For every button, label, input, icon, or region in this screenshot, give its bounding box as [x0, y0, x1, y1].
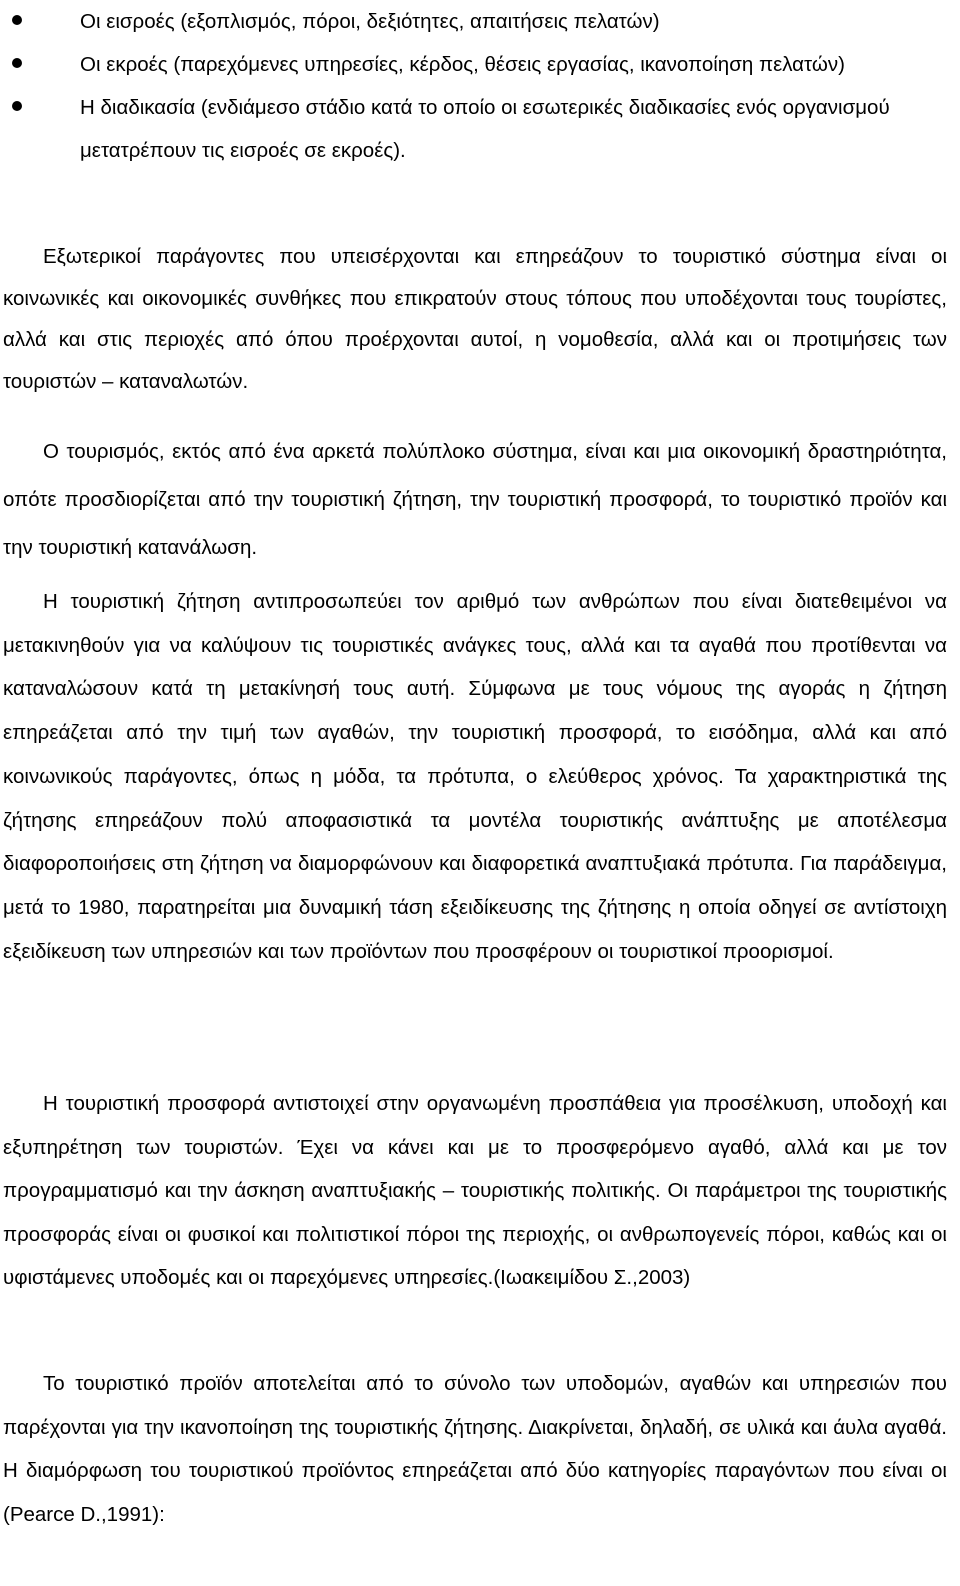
bullet-icon: [12, 15, 22, 25]
bullet-text: Οι εκροές (παρεχόμενες υπηρεσίες, κέρδος, θέσεις εργασίας, ικανοποίηση πελατών): [80, 53, 845, 76]
bullet-text: Οι εισροές (εξοπλισμός, πόροι, δεξιότητες, απαιτήσεις πελατών): [80, 10, 660, 33]
paragraph-tourist-demand: Η τουριστική ζήτηση αντιπροσωπεύει τον αριθμό των ανθρώπων που είναι διατεθειμένοι να μετακινηθούν για να καλύψουν τις τουριστικές ανάγκες τους, αλλά και τα αγαθά που προτίθενται να καταναλώσουν κατά τη μετακίνησή τους αυτή. Σύμφωνα με τους νόμους της αγοράς η ζήτηση επηρεάζεται από την τιμή των αγαθών, την τουριστική προσφορά, το εισόδημα, αλλά και από κοινωνικούς παράγοντες, όπως η μόδα, τα πρότυπα, ο ελεύθερος χρόνος. Τα χαρακτηριστικά της ζήτησης επηρεάζουν πολύ αποφασιστικά τα μοντέλα τουριστικής ανάπτυξης με αποτέλεσμα διαφοροποιήσεις στη ζήτηση να διαμορφώνουν και διαφορετικά αναπτυξιακά πρότυπα. Για παράδειγμα, μετά το 1980, παρατηρείται μια δυναμική τάση εξειδίκευσης της ζήτησης η οποία οδηγεί σε αντίστοιχη εξειδίκευση των υπηρεσιών και των προϊόντων που προσφέρουν οι τουριστικοί προορισμοί.: [3, 590, 947, 963]
paragraph-tourist-product: Το τουριστικό προϊόν αποτελείται από το σύνολο των υποδομών, αγαθών και υπηρεσιών που παρέχονται για την ικανοποίηση της τουριστικής ζήτησης. Διακρίνεται, δηλαδή, σε υλικά και άυλα αγαθά. Η διαμόρφωση του τουριστικού προϊόντος επηρεάζεται από δύο κατηγορίες παραγόντων που είναι οι (Pearce D.,1991):: [3, 1372, 947, 1526]
bullet-item-process: [0, 86, 960, 172]
bullet-item-inputs: [0, 0, 960, 43]
paragraph-external-factors: Εξωτερικοί παράγοντες που υπεισέρχονται και επηρεάζουν το τουριστικό σύστημα είναι οι κοινωνικές και οικονομικές συνθήκες που επικρατούν στους τόπους που υποδέχονται τους τουρίστες, αλλά και στις περιοχές από όπου προέρχονται αυτοί, η νομοθεσία, αλλά και οι προτιμήσεις των τουριστών – καταναλωτών.: [3, 245, 947, 393]
paragraph-tourist-supply: Η τουριστική προσφορά αντιστοιχεί στην οργανωμένη προσπάθεια για προσέλκυση, υποδοχή και εξυπηρέτηση των τουριστών. Έχει να κάνει και με το προσφερόμενο αγαθό, αλλά και με τον προγραμματισμό και την άσκηση αναπτυξιακής – τουριστικής πολιτικής. Οι παράμετροι της τουριστικής προσφοράς είναι οι φυσικοί και πολιτιστικοί πόροι της περιοχής, οι ανθρωπογενείς πόροι, καθώς και οι υφιστάμενες υποδομές και οι παρεχόμενες υπηρεσίες.(Ιωακειμίδου Σ.,2003): [3, 1092, 947, 1289]
bullet-icon: [12, 58, 22, 68]
bullet-item-outputs: [0, 43, 960, 86]
bullet-list: [0, 0, 960, 172]
bullet-icon: [12, 101, 22, 111]
paragraph-tourism-economic-activity: Ο τουρισμός, εκτός από ένα αρκετά πολύπλοκο σύστημα, είναι και μια οικονομική δραστηριότητα, οπότε προσδιορίζεται από την τουριστική ζήτηση, την τουριστική προσφορά, το τουριστικό προϊόν και την τουριστική κατανάλωση.: [3, 440, 947, 559]
bullet-text: Η διαδικασία (ενδιάμεσο στάδιο κατά το οποίο οι εσωτερικές διαδικασίες ενός οργανισμού μετατρέπουν τις εισροές σε εκροές).: [80, 96, 890, 162]
